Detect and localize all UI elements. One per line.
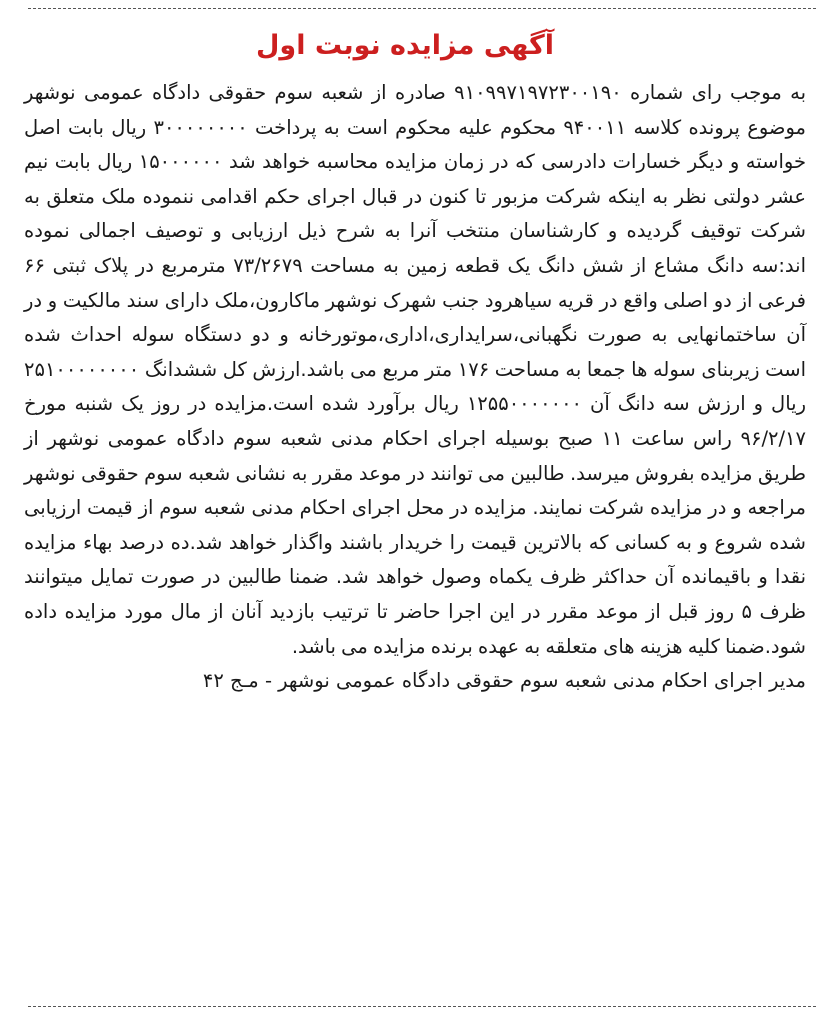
auction-notice	[24, 26, 806, 699]
notice-title: آگهی مزایده نوبت اول	[256, 30, 554, 61]
bottom-dashed-divider	[28, 1006, 816, 1007]
notice-body: به موجب رای شماره ۹۱۰۹۹۷۱۹۷۲۳۰۰۱۹۰ صادره از شعبه سوم حقوقی دادگاه عمومی نوشهر موضوع پرونده کلاسه ۹۴۰۰۱۱ محکوم علیه محکوم است به پرداخت ۳۰۰۰۰۰۰۰۰ ریال بابت اصل خواسته و دیگر خسارات دادرسی که در زمان مزایده محاسبه خواهد شد ۱۵۰۰۰۰۰۰ ریال بابت نیم عشر دولتی نظر به اینکه شرکت مزبور تا کنون در قبال اجرای حکم اقدامی ننموده ملک متعلق به شرکت توقیف گردیده و کارشناسان منتخب آنرا به شرح ذیل ارزیابی و توصیف اجمالی نموده اند:سه دانگ مشاع از شش دانگ یک قطعه زمین به مساحت ۷۳/۲۶۷۹ مترمربع در پلاک ثبتی ۶۶ فرعی از دو اصلی واقع در قریه سیاهرود جنب شهرک نوشهر ماکارون،ملک دارای سند مالکیت و در آن ساختمانهایی به صورت نگهبانی،سرایداری،اداری،موتورخانه و دو دستگاه سوله احداث شده است زیربنای سوله ها جمعا به مساحت ۱۷۶ متر مربع می باشد.ارزش کل ششدانگ ۲۵۱۰۰۰۰۰۰۰۰ ریال و ارزش سه دانگ آن ۱۲۵۵۰۰۰۰۰۰۰ ریال برآورد شده است.مزایده در روز یک شنبه مورخ ۹۶/۲/۱۷ راس ساعت ۱۱ صبح بوسیله اجرای احکام مدنی شعبه سوم دادگاه عمومی نوشهر از طریق مزایده بفروش میرسد. طالبین می توانند در موعد مقرر به نشانی شعبه سوم حقوقی نوشهر مراجعه و در مزایده شرکت نمایند. مزایده در محل اجرای احکام مدنی شعبه سوم از قیمت ارزیابی شده شروع و به کسانی که بالاترین قیمت را خریدار باشند واگذار خواهد شد.ده درصد بهاء مزایده نقدا و باقیمانده آن حداکثر ظرف یکماه وصول خواهد شد. ضمنا طالبین در صورت تمایل میتوانند ظرف ۵ روز قبل از موعد مقرر در این اجرا حاضر تا ترتیب بازدید آنان از مال مورد مزایده داده شود.ضمنا کلیه هزینه های متعلقه به عهده برنده مزایده می باشد.	[24, 81, 807, 658]
top-dashed-divider	[28, 8, 816, 9]
notice-signature: مدیر اجرای احکام مدنی شعبه سوم حقوقی دادگاه عمومی نوشهر - مـج ۴۲	[202, 669, 806, 693]
